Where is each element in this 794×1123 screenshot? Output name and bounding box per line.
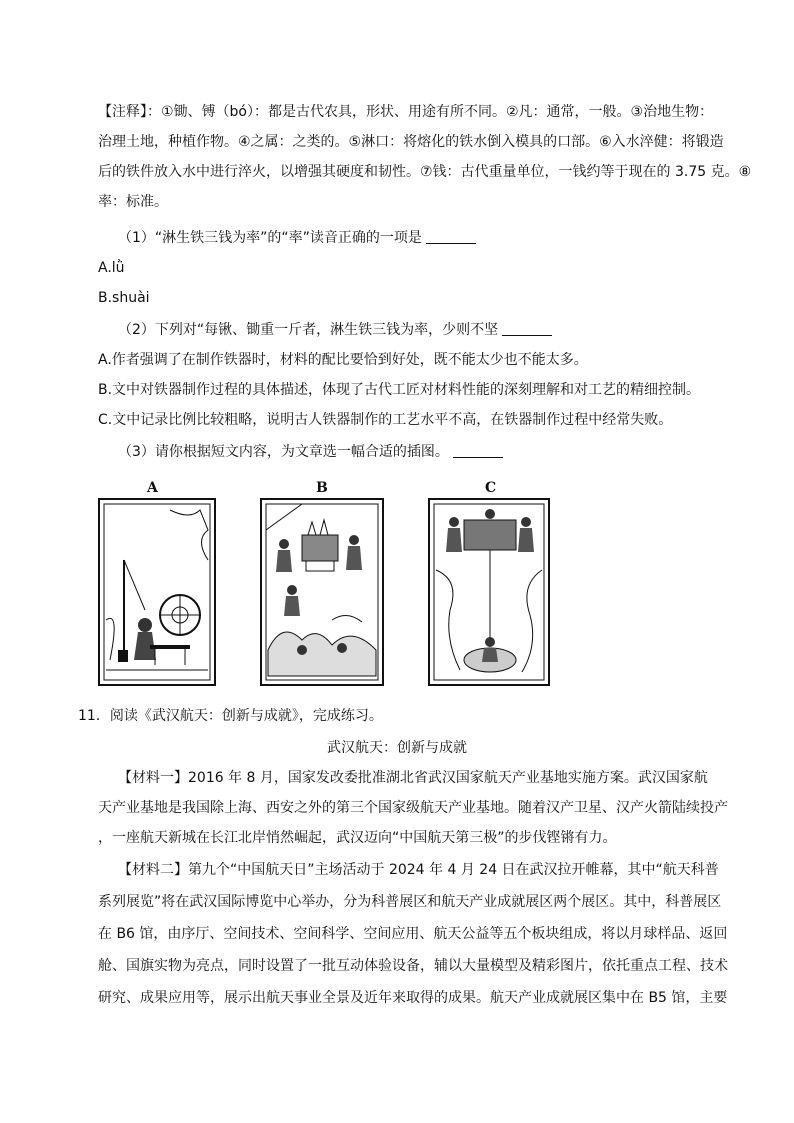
question-3-stem: （3）请你根据短文内容，为文章选一幅合适的插图。 [118,442,503,462]
question-2-option-b: B.文中对铁器制作过程的具体描述，体现了古代工匠对材料性能的深刻理解和对工艺的精细控制。 [98,382,701,398]
question-2-option-a: A.作者强调了在制作铁器时，材料的配比要恰到好处，既不能太少也不能太多。 [98,352,588,368]
material-1-line-2: 天产业基地是我国除上海、西安之外的第三个国家级航天产业基地。随着汉产卫星、汉产火箭陆续投产 [98,800,728,816]
illustration-c[interactable] [428,498,550,686]
notes-line-2: 治理土地，种植作物。④之属：之类的。⑤淋口：将熔化的铁水倒入模具的口部。⑥入水淬健：将锻造 [98,134,724,150]
figure-label-c: C [485,480,497,496]
material-1-line-3: ，一座航天新城在长江北岸悄然崛起，武汉迈向“中国航天第三极”的步伐铿锵有力。 [98,830,617,846]
notes-line-1: 【注释】：①锄、镈（bó）：都是古代农具，形状、用途有所不同。②凡：通常，一般。③治地生物： [98,104,714,120]
material-2-line-5: 研究、成果应用等，展示出航天事业全景及近年来取得的成果。航天产业成就展区集中在 B5 馆，主要 [98,990,728,1006]
material-2-line-3: 在 B6 馆，由序厅、空间技术、空间科学、空间应用、航天公益等五个板块组成，将以月球样品、返回 [98,926,728,942]
question-2-stem: （2）下列对“每锹、锄重一斤者，淋生铁三钱为率，少则不坚 [118,320,552,340]
illustration-b[interactable] [260,498,384,686]
figure-label-b: B [316,480,328,496]
article-title: 武汉航天：创新与成就 [327,740,467,756]
material-2-line-4: 舱、国旗实物为亮点，同时设置了一批互动体验设备，辅以大量模型及精彩图片，依托重点工程、技术 [98,958,728,974]
question-11-intro: 11．阅读《武汉航天：创新与成就》，完成练习。 [78,708,383,724]
question-1-stem: （1）“淋生铁三钱为率”的“率”读音正确的一项是 [118,228,476,248]
figure-label-a: A [147,480,158,496]
answer-blank[interactable] [453,443,503,458]
question-2-option-c: C.文中记录比例比较粗略，说明古人铁器制作的工艺水平不高，在铁器制作过程中经常失败。 [98,412,673,428]
material-2-line-2: 系列展览”将在武汉国际博览中心举办，分为科普展区和航天产业成就展区两个展区。其中，科普展区 [98,894,722,910]
notes-line-4: 率：标准。 [98,194,168,210]
material-1-line-1: 【材料一】2016 年 8 月，国家发改委批准湖北省武汉国家航天产业基地实施方案。武汉国家航 [118,770,708,786]
material-2-line-1: 【材料二】第九个“中国航天日”主场活动于 2024 年 4 月 24 日在武汉拉开帷幕，其中“航天科普 [118,862,719,878]
question-1-option-a: A.lǜ [98,260,125,276]
answer-blank[interactable] [426,229,476,244]
notes-line-3: 后的铁件放入水中进行淬火，以增强其硬度和韧性。⑦钱：古代重量单位，一钱约等于现在的 3.75 克。⑧ [98,164,752,180]
answer-blank[interactable] [502,321,552,336]
illustration-a[interactable] [98,498,216,686]
question-1-option-b: B.shuài [98,290,150,306]
